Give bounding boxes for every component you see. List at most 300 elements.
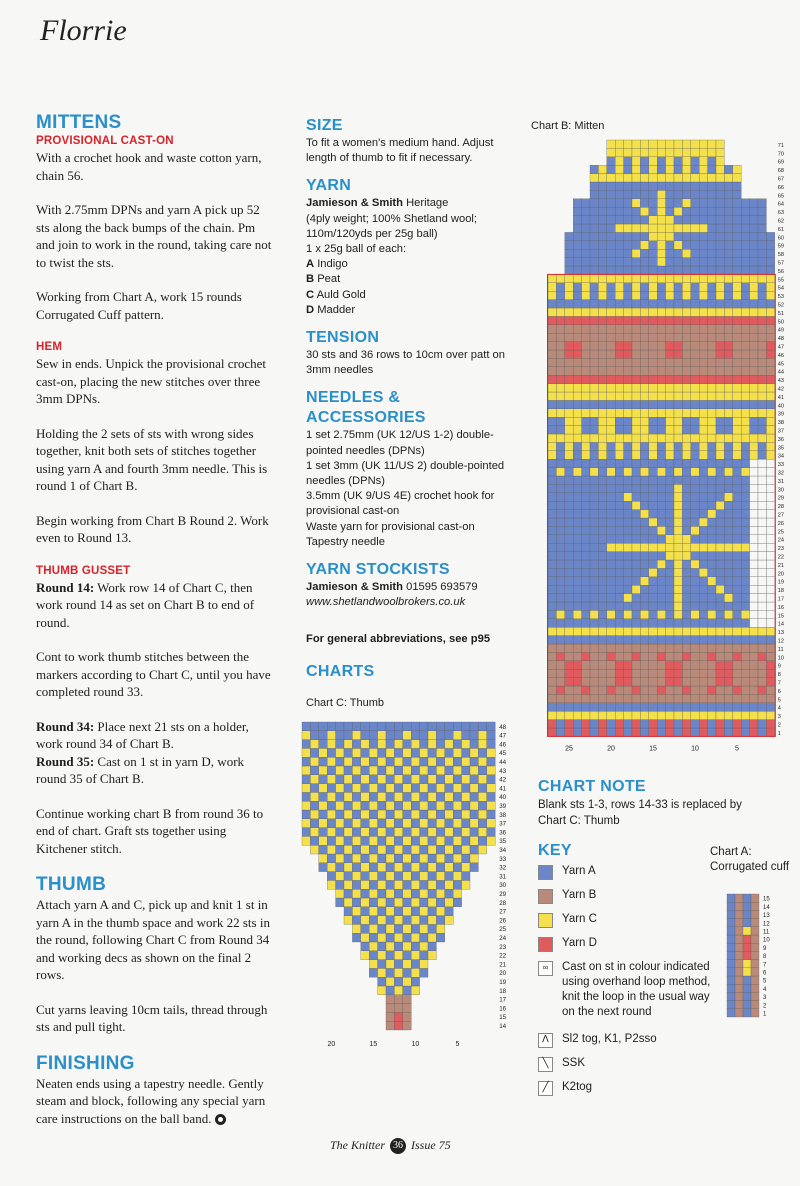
- stitch-cell: [361, 916, 369, 925]
- stitch-cell: [699, 400, 707, 408]
- stitch-cell: [699, 711, 707, 719]
- stitch-cell: [336, 819, 344, 828]
- stitch-cell: [632, 577, 640, 585]
- stitch-cell: [766, 602, 774, 610]
- stitch-cell: [741, 300, 749, 308]
- stitch-cell: [565, 468, 573, 476]
- stitch-cell: [682, 291, 690, 299]
- stitch-cell: [582, 434, 590, 442]
- stitch-cell: [556, 375, 564, 383]
- stitch-cell: [674, 627, 682, 635]
- stitch-cell: [615, 484, 623, 492]
- stitch-cell: [302, 792, 310, 801]
- stitch-cell: [598, 627, 606, 635]
- stitch-cell: [590, 300, 598, 308]
- stitch-cell: [724, 392, 732, 400]
- stitch-cell: [624, 190, 632, 198]
- stitch-cell: [394, 731, 402, 740]
- stitch-cell: [428, 801, 436, 810]
- stitch-cell: [766, 652, 774, 660]
- stitch-cell: [615, 669, 623, 677]
- stitch-cell: [487, 784, 495, 793]
- stitch-cell: [352, 889, 360, 898]
- stitch-cell: [758, 308, 766, 316]
- stitch-cell: [766, 720, 774, 728]
- stitch-cell: [741, 526, 749, 534]
- stitch-cell: [758, 661, 766, 669]
- stitch-cell: [411, 836, 419, 845]
- stitch-cell: [445, 845, 453, 854]
- stitch-cell: [691, 258, 699, 266]
- stitch-cell: [386, 960, 394, 969]
- stitch-cell: [758, 274, 766, 282]
- stitch-cell: [327, 845, 335, 854]
- stitch-cell: [640, 669, 648, 677]
- stitch-cell: [708, 434, 716, 442]
- stitch-cell: [582, 720, 590, 728]
- x-tick-label: 5: [735, 745, 739, 753]
- stitch-cell: [624, 358, 632, 366]
- stitch-cell: [590, 510, 598, 518]
- stitch-cell: [302, 766, 310, 775]
- stitch-cell: [582, 661, 590, 669]
- stitch-cell: [741, 577, 749, 585]
- row-number: 32: [499, 864, 507, 872]
- stitch-cell: [336, 766, 344, 775]
- stitch-cell: [750, 434, 758, 442]
- stitch-cell: [674, 358, 682, 366]
- stitch-cell: [733, 375, 741, 383]
- round-label: Round 14:: [36, 579, 95, 595]
- stitch-cell: [556, 291, 564, 299]
- stitch-cell: [682, 207, 690, 215]
- stitch-cell: [640, 367, 648, 375]
- stitch-cell: [319, 810, 327, 819]
- stitch-cell: [565, 560, 573, 568]
- stitch-cell: [699, 686, 707, 694]
- stitch-cell: [556, 417, 564, 425]
- stitch-cell: [573, 560, 581, 568]
- stitch-cell: [565, 325, 573, 333]
- stitch-cell: [674, 207, 682, 215]
- stitch-cell: [666, 493, 674, 501]
- stitch-cell: [674, 224, 682, 232]
- stitch-cell: [352, 757, 360, 766]
- stitch-cell: [386, 836, 394, 845]
- stitch-cell: [615, 232, 623, 240]
- stitch-cell: [403, 995, 411, 1004]
- row-number: 34: [499, 847, 507, 854]
- stitch-cell: [607, 148, 615, 156]
- stitch-cell: [741, 560, 749, 568]
- stitch-cell: [403, 942, 411, 951]
- stitch-cell: [640, 140, 648, 148]
- stitch-cell: [682, 426, 690, 434]
- stitch-cell: [556, 451, 564, 459]
- stitch-cell: [310, 731, 318, 740]
- stitch-cell: [565, 644, 573, 652]
- stitch-cell: [310, 784, 318, 793]
- stitch-cell: [615, 367, 623, 375]
- stitch-cell: [716, 568, 724, 576]
- stitch-cell: [624, 426, 632, 434]
- stitch-cell: [716, 148, 724, 156]
- stockist-url[interactable]: www.shetlandwoolbrokers.co.uk: [306, 596, 466, 609]
- stitch-cell: [394, 819, 402, 828]
- stitch-cell: [582, 232, 590, 240]
- stitch-cell: [758, 468, 766, 476]
- stitch-cell: [615, 333, 623, 341]
- stitch-cell: [632, 375, 640, 383]
- stitch-cell: [590, 619, 598, 627]
- stitch-cell: [327, 766, 335, 775]
- stitch-cell: [582, 468, 590, 476]
- stitch-cell: [556, 552, 564, 560]
- stitch-cell: [682, 266, 690, 274]
- stitch-cell: [640, 216, 648, 224]
- stitch-cell: [724, 367, 732, 375]
- stitch-cell: [733, 501, 741, 509]
- stitch-cell: [674, 552, 682, 560]
- stitch-cell: [590, 333, 598, 341]
- stitch-cell: [607, 602, 615, 610]
- stitch-cell: [657, 686, 665, 694]
- stitch-cell: [420, 933, 428, 942]
- stitch-cell: [741, 678, 749, 686]
- stitch-cell: [607, 468, 615, 476]
- footer: [330, 1138, 451, 1154]
- stitch-cell: [733, 367, 741, 375]
- row-number: 43: [777, 378, 785, 385]
- stitch-cell: [657, 325, 665, 333]
- stitch-cell: [666, 232, 674, 240]
- stitch-cell: [743, 1009, 751, 1017]
- stitch-cell: [319, 792, 327, 801]
- stitch-cell: [411, 986, 419, 995]
- stitch-cell: [708, 585, 716, 593]
- stitch-cell: [624, 333, 632, 341]
- stitch-cell: [733, 333, 741, 341]
- stitch-cell: [369, 872, 377, 881]
- row-number: 54: [777, 285, 785, 292]
- stitch-cell: [607, 686, 615, 694]
- stitch-cell: [327, 748, 335, 757]
- stitch-cell: [598, 350, 606, 358]
- stitch-cell: [666, 728, 674, 736]
- stitch-cell: [691, 703, 699, 711]
- stitch-cell: [691, 199, 699, 207]
- stitch-cell: [344, 740, 352, 749]
- stitch-cell: [708, 602, 716, 610]
- stitch-cell: [565, 526, 573, 534]
- stitch-cell: [411, 722, 419, 731]
- stitch-cell: [674, 535, 682, 543]
- stitch-cell: [632, 568, 640, 576]
- stitch-cell: [369, 792, 377, 801]
- yarn-item: [306, 303, 516, 318]
- stitch-cell: [682, 451, 690, 459]
- stitch-cell: [462, 863, 470, 872]
- stitch-cell: [632, 484, 640, 492]
- stitch-cell: [453, 889, 461, 898]
- paragraph: [36, 579, 276, 632]
- stitch-cell: [470, 775, 478, 784]
- stitch-cell: [691, 577, 699, 585]
- stitch-cell: [632, 182, 640, 190]
- stitch-cell: [632, 325, 640, 333]
- stitch-cell: [724, 199, 732, 207]
- stitch-cell: [724, 375, 732, 383]
- stitch-cell: [741, 283, 749, 291]
- stitch-cell: [674, 249, 682, 257]
- stitch-cell: [394, 748, 402, 757]
- stitch-cell: [691, 241, 699, 249]
- stitch-cell: [716, 484, 724, 492]
- stitch-cell: [657, 552, 665, 560]
- stitch-cell: [741, 442, 749, 450]
- stitch-cell: [445, 863, 453, 872]
- stitch-cell: [573, 426, 581, 434]
- stitch-cell: [607, 308, 615, 316]
- stitch-cell: [420, 775, 428, 784]
- stitch-cell: [548, 367, 556, 375]
- stitch-cell: [674, 350, 682, 358]
- stitch-cell: [607, 350, 615, 358]
- stitch-cell: [666, 316, 674, 324]
- end-mark-icon: [215, 1114, 226, 1125]
- stitch-cell: [386, 792, 394, 801]
- stitch-cell: [682, 594, 690, 602]
- stitch-cell: [369, 819, 377, 828]
- stitch-cell: [649, 216, 657, 224]
- stitch-cell: [649, 459, 657, 467]
- stitch-cell: [716, 316, 724, 324]
- stitch-cell: [632, 585, 640, 593]
- stitch-cell: [310, 819, 318, 828]
- stitch-cell: [607, 274, 615, 282]
- stitch-cell: [436, 933, 444, 942]
- row-number: 17: [777, 596, 785, 603]
- stitch-cell: [733, 165, 741, 173]
- stitch-cell: [615, 686, 623, 694]
- stitch-cell: [624, 207, 632, 215]
- stitch-cell: [751, 984, 759, 992]
- stitch-cell: [607, 543, 615, 551]
- stitch-cell: [640, 300, 648, 308]
- stitch-cell: [386, 731, 394, 740]
- stitch-cell: [428, 740, 436, 749]
- stitch-cell: [699, 392, 707, 400]
- stitch-cell: [598, 619, 606, 627]
- row-number: 17: [499, 996, 507, 1004]
- stitch-cell: [310, 722, 318, 731]
- stitch-cell: [420, 960, 428, 969]
- stitch-cell: [699, 703, 707, 711]
- stitch-cell: [573, 493, 581, 501]
- row-number: 15: [777, 613, 785, 620]
- stitch-cell: [386, 916, 394, 925]
- stitch-cell: [378, 933, 386, 942]
- stitch-cell: [741, 333, 749, 341]
- stitch-cell: [758, 543, 766, 551]
- stitch-cell: [310, 810, 318, 819]
- stitch-cell: [624, 526, 632, 534]
- stitch-cell: [336, 810, 344, 819]
- chart-c-thumb: [298, 718, 520, 1063]
- stitch-cell: [666, 274, 674, 282]
- stitch-cell: [640, 400, 648, 408]
- stitch-cell: [657, 728, 665, 736]
- stitch-cell: [733, 526, 741, 534]
- stitch-cell: [724, 350, 732, 358]
- stitch-cell: [573, 358, 581, 366]
- stitch-cell: [649, 148, 657, 156]
- stitch-cell: [607, 594, 615, 602]
- row-number: 71: [777, 142, 785, 149]
- stitch-cell: [733, 308, 741, 316]
- stitch-cell: [573, 627, 581, 635]
- stitch-cell: [750, 476, 758, 484]
- stitch-cell: [428, 828, 436, 837]
- stitch-cell: [386, 784, 394, 793]
- stitch-cell: [369, 766, 377, 775]
- stitch-cell: [624, 325, 632, 333]
- stitch-cell: [682, 157, 690, 165]
- stitch-cell: [708, 157, 716, 165]
- stitch-cell: [445, 836, 453, 845]
- stitch-cell: [436, 916, 444, 925]
- stitch-cell: [632, 333, 640, 341]
- stitch-cell: [691, 501, 699, 509]
- stitch-cell: [615, 182, 623, 190]
- stitch-cell: [766, 375, 774, 383]
- stitch-cell: [724, 342, 732, 350]
- stitch-cell: [724, 333, 732, 341]
- stitch-cell: [310, 828, 318, 837]
- stitch-cell: [369, 775, 377, 784]
- stitch-cell: [640, 426, 648, 434]
- stitch-cell: [361, 819, 369, 828]
- round-label: Round 35:: [36, 753, 95, 769]
- stitch-cell: [649, 585, 657, 593]
- stitch-cell: [733, 644, 741, 652]
- stitch-cell: [615, 535, 623, 543]
- stitch-cell: [699, 661, 707, 669]
- stitch-cell: [615, 703, 623, 711]
- stitch-cell: [420, 845, 428, 854]
- stitch-cell: [573, 552, 581, 560]
- stitch-cell: [666, 711, 674, 719]
- stitch-cell: [691, 627, 699, 635]
- stitch-cell: [674, 652, 682, 660]
- stitch-cell: [741, 686, 749, 694]
- stitch-cell: [743, 919, 751, 927]
- stitch-cell: [640, 434, 648, 442]
- stitch-cell: [657, 568, 665, 576]
- stitch-cell: [598, 720, 606, 728]
- stitch-cell: [733, 274, 741, 282]
- stitch-cell: [632, 207, 640, 215]
- stitch-cell: [445, 731, 453, 740]
- stitch-cell: [674, 661, 682, 669]
- stitch-cell: [699, 577, 707, 585]
- stitch-cell: [649, 602, 657, 610]
- stitch-cell: [582, 426, 590, 434]
- stitch-cell: [607, 224, 615, 232]
- stitch-cell: [632, 728, 640, 736]
- stitch-cell: [624, 661, 632, 669]
- stitch-cell: [462, 872, 470, 881]
- stitch-cell: [716, 283, 724, 291]
- stitch-cell: [607, 283, 615, 291]
- stitch-cell: [733, 602, 741, 610]
- stitch-cell: [640, 207, 648, 215]
- stitch-cell: [724, 526, 732, 534]
- stitch-cell: [666, 400, 674, 408]
- stitch-cell: [624, 468, 632, 476]
- stitch-cell: [361, 828, 369, 837]
- stitch-cell: [657, 434, 665, 442]
- paragraph: Holding the 2 sets of sts with wrong sides together, knit both sets of stitches together using yarn A and fourth 3mm needle. This is round 1 of Chart B.: [36, 425, 268, 493]
- stitch-cell: [394, 951, 402, 960]
- stitch-cell: [766, 711, 774, 719]
- stitch-cell: [666, 552, 674, 560]
- stitch-cell: [556, 610, 564, 618]
- stitch-cell: [724, 174, 732, 182]
- stitch-cell: [733, 484, 741, 492]
- stitch-cell: [420, 810, 428, 819]
- row-number: 19: [777, 579, 785, 586]
- stitch-cell: [420, 792, 428, 801]
- stitch-cell: [428, 722, 436, 731]
- stitch-cell: [691, 644, 699, 652]
- stitch-cell: [411, 933, 419, 942]
- stitch-cell: [411, 740, 419, 749]
- stitch-cell: [640, 283, 648, 291]
- stitch-cell: [699, 552, 707, 560]
- stitch-cell: [649, 400, 657, 408]
- stitch-cell: [607, 552, 615, 560]
- stitch-cell: [607, 333, 615, 341]
- stitch-cell: [766, 291, 774, 299]
- stitch-cell: [615, 350, 623, 358]
- stitch-cell: [487, 748, 495, 757]
- stitch-cell: [598, 165, 606, 173]
- stitch-cell: [548, 510, 556, 518]
- stitch-cell: [691, 417, 699, 425]
- stitch-cell: [615, 384, 623, 392]
- row-number: 7: [777, 680, 781, 687]
- stitch-cell: [682, 182, 690, 190]
- stitch-cell: [758, 720, 766, 728]
- stitch-cell: [478, 836, 486, 845]
- stitch-cell: [750, 350, 758, 358]
- stitch-cell: [750, 510, 758, 518]
- tension-heading: TENSION: [306, 329, 380, 347]
- row-number: 20: [777, 571, 785, 578]
- stitch-cell: [708, 224, 716, 232]
- stitch-cell: [615, 627, 623, 635]
- stitch-cell: [556, 711, 564, 719]
- stitch-cell: [445, 801, 453, 810]
- stitch-cell: [436, 792, 444, 801]
- stitch-cell: [724, 232, 732, 240]
- stitch-cell: [674, 342, 682, 350]
- stitch-cell: [607, 300, 615, 308]
- stitch-cell: [766, 543, 774, 551]
- stitch-cell: [649, 207, 657, 215]
- colour-swatch: [538, 865, 553, 880]
